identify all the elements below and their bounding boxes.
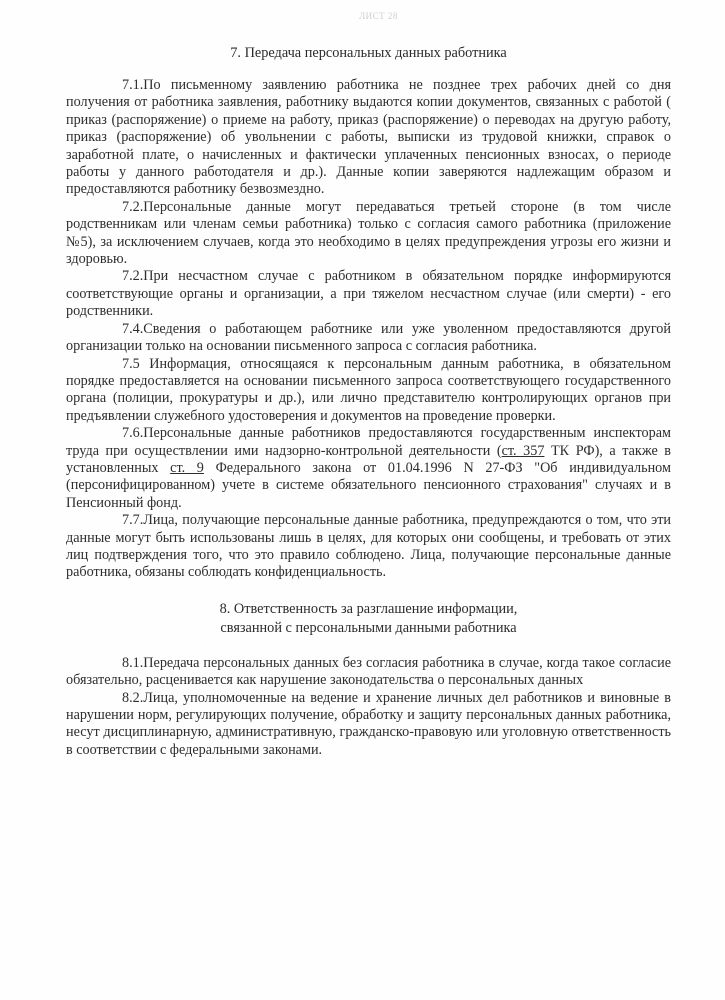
paragraph-8-1: 8.1.Передача персональных данных без согласия работника в случае, когда такое согласие обязательно, расценивается как нарушение законодательства о персональных данных bbox=[66, 654, 671, 689]
paragraph-7-5: 7.5 Информация, относящаяся к персональным данным работника, в обязательном порядке предоставляется на основании письменного запроса соответствующего государственного органа (полиции, прокуратуры и др.), или лично представителю контролирующих органов при предъявлении служебного удостоверения и документов на проведение проверки. bbox=[66, 355, 671, 424]
paragraph-7-6 bbox=[66, 425, 671, 512]
article-9-link[interactable]: ст. 9 bbox=[170, 459, 204, 476]
faint-header-mark: ЛИСТ 28 bbox=[359, 11, 398, 21]
paragraph-8-2: 8.2.Лица, уполномоченные на ведение и хранение личных дел работников и виновные в нарушении норм, регулирующих получение, обработку и защиту персональных данных работника, несут дисциплинарную, административную, гражданско-правовую или уголовную ответственность в соответствии с федеральными законами. bbox=[66, 689, 671, 758]
paragraph-7-1: 7.1.По письменному заявлению работника не позднее трех рабочих дней со дня получения от работника заявления, работнику выдаются копии документов, связанных с работой ( приказ (распоряжение) о приеме на работу, приказ (распоряжение) о переводах на другую работу, приказ (распоряжение) об увольнении с работы, выписки из трудовой книжки, справок о заработной плате, о начисленных и фактически уплаченных пенсионных взносах, о периоде работы у данного работодателя и др.). Данные копии заверяются надлежащим образом и предоставляются работнику безвозмездно. bbox=[66, 77, 671, 198]
paragraph-7-2: 7.2.Персональные данные могут передаваться третьей стороне (в том числе родственникам или членам семьи работника) только с согласия самого работника (приложение №5), за исключением случаев, когда это необходимо в целях предупреждения угрозы его жизни и здоровью. bbox=[66, 198, 671, 268]
section-8-title-line1: 8. Ответственность за разглашение информации, bbox=[219, 600, 518, 617]
paragraph-7-4: 7.4.Сведения о работающем работнике или уже уволенном предоставляются другой организации только на основании письменного запроса с согласия работника. bbox=[66, 320, 671, 355]
paragraph-7-6-part2: ТК РФ), а также в установленных bbox=[66, 442, 672, 476]
section-8-body bbox=[66, 655, 671, 759]
section-8-title bbox=[66, 600, 671, 638]
article-357-link[interactable]: ст. 357 bbox=[501, 442, 545, 459]
section-7-body bbox=[66, 77, 671, 582]
paragraph-7-3: 7.2.При несчастном случае с работником в обязательном порядке информируются соответствующие органы и организации, а при тяжелом несчастном случае (или смерти) - его родственники. bbox=[66, 268, 671, 320]
paragraph-7-6-part1: 7.6.Персональные данные работников предоставляются государственным инспекторам труда при осуществлении ими надзорно-контрольной деятельности ( bbox=[66, 425, 671, 459]
paragraph-7-7: 7.7.Лица, получающие персональные данные работника, предупреждаются о том, что эти данные могут быть использованы лишь в целях, для которых они сообщены, и требовать от этих лиц подтверждения того, что это правило соблюдено. Лица, получающие персональные данные работника, обязаны соблюдать конфиденциальность. bbox=[66, 512, 671, 581]
section-7-title: 7. Передача персональных данных работника bbox=[230, 45, 507, 61]
section-8-title-line2: связанной с персональными данными работника bbox=[220, 619, 517, 636]
paragraph-7-6-part3: Федерального закона от 01.04.1996 N 27-ФЗ "Об индивидуальном (персонифицированном) учете в системе обязательного пенсионного страхования" случаях и в Пенсионный фонд. bbox=[66, 459, 671, 511]
